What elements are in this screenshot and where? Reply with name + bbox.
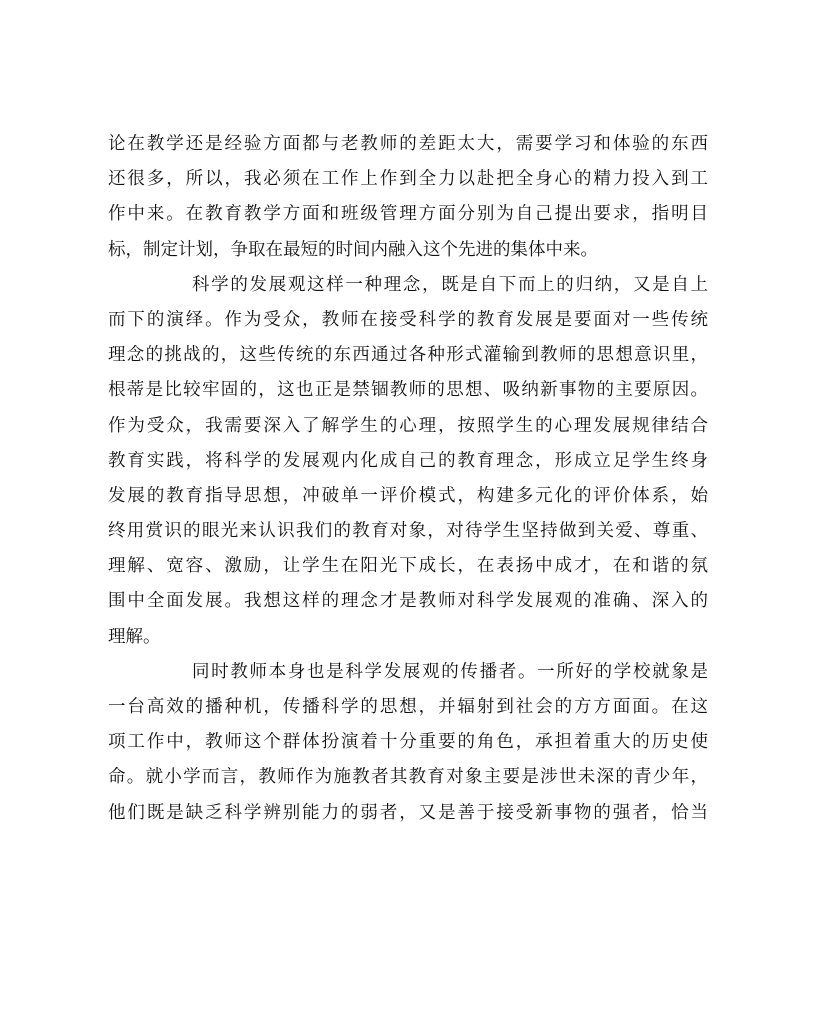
text-line: 终用赏识的眼光来认识我们的教育对象，对待学生坚持做到关爱、尊重、 [108, 521, 708, 542]
text-line: 一台高效的播种机，传播科学的思想，并辐射到社会的方方面面。在这 [108, 697, 708, 717]
text-line: 理解、宽容、激励，让学生在阳光下成长，在表扬中成才，在和谐的氛 [108, 556, 708, 577]
text-line: 围中全面发展。我想这样的理念才是教师对科学发展观的准确、深入的 [108, 591, 708, 612]
text-line: 项工作中，教师这个群体扮演着十分重要的角色，承担着重大的历史使 [108, 732, 708, 753]
paragraph-2 [108, 268, 708, 655]
text-line: 标，制定计划，争取在最短的时间内融入这个先进的集体中来。 [108, 239, 598, 260]
text-line: 同时教师本身也是科学发展观的传播者。一所好的学校就象是 [192, 661, 708, 682]
text-line: 科学的发展观这样一种理念，既是自下而上的归纳，又是自上 [192, 274, 708, 295]
document-body [108, 127, 708, 831]
text-line: 论在教学还是经验方面都与老教师的差距太大，需要学习和体验的东西 [108, 134, 708, 154]
paragraph-1 [108, 127, 708, 268]
text-line: 他们既是缺乏科学辨别能力的弱者，又是善于接受新事物的强者，恰当 [108, 802, 708, 823]
text-line: 而下的演绎。作为受众，教师在接受科学的教育发展是要面对一些传统 [108, 309, 708, 330]
text-line: 发展的教育指导思想，冲破单一评价模式，构建多元化的评价体系，始 [108, 485, 708, 506]
text-line: 理念的挑战的，这些传统的东西通过各种形式灌输到教师的思想意识里， [108, 345, 708, 366]
text-line: 命。就小学而言，教师作为施教者其教育对象主要是涉世未深的青少年， [108, 767, 708, 788]
text-line: 根蒂是比较牢固的，这也正是禁锢教师的思想、吸纳新事物的主要原因。 [108, 380, 708, 401]
text-line: 理解。 [108, 626, 161, 647]
text-line: 还很多，所以，我必须在工作上作到全力以赴把全身心的精力投入到工 [108, 169, 708, 190]
text-line: 作中来。在教育教学方面和班级管理方面分别为自己提出要求，指明目 [108, 204, 708, 225]
paragraph-3 [108, 655, 708, 831]
text-line: 教育实践，将科学的发展观内化成自己的教育理念，形成立足学生终身 [108, 450, 708, 471]
text-line: 作为受众，我需要深入了解学生的心理，按照学生的心理发展规律结合 [108, 415, 708, 436]
